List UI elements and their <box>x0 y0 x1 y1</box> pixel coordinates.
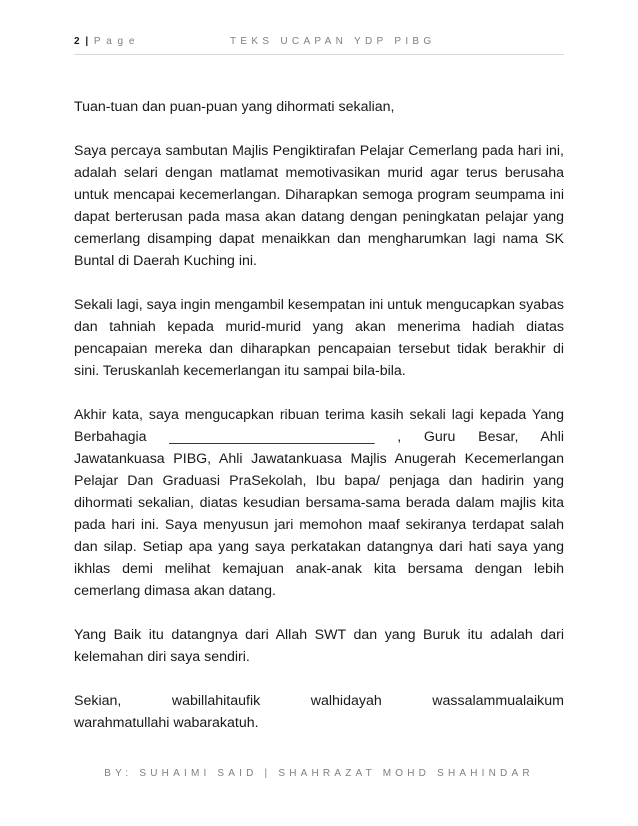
page-header <box>74 36 564 55</box>
paragraph-3: Akhir kata, saya mengucapkan ribuan terima kasih sekali lagi kepada Yang Berbahagia __________________________ , Guru Besar, Ahli Jawatankuasa PIBG, Ahli Jawatankuasa Majlis Anugerah Kecemerlangan Pelajar Dan Graduasi PraSekolah, Ibu bapa/ penjaga dan hadirin yang dihormati sekalian, diatas kesudian bersama-sama berada dalam majlis kita pada hari ini. Saya menyusun jari memohon maaf sekiranya terdapat salah dan silap. Setiap apa yang saya perkatakan datangnya dari hati saya yang ikhlas demi melihat kemajuan anak-anak kita bersama dengan lebih cemerlang dimasa akan datang. <box>74 407 564 599</box>
greeting: Tuan-tuan dan puan-puan yang dihormati sekalian, <box>74 99 395 115</box>
paragraph-4: Yang Baik itu datangnya dari Allah SWT dan yang Buruk itu adalah dari kelemahan diri saya sendiri. <box>74 627 564 665</box>
page-number-value: 2 <box>74 36 82 47</box>
page-number: 2 | P a g e <box>74 36 136 47</box>
closing-word: walhidayah <box>310 693 382 709</box>
closing-paragraph <box>74 690 564 734</box>
closing-line-1 <box>74 690 564 712</box>
paragraph-1: Saya percaya sambutan Majlis Pengiktirafan Pelajar Cemerlang pada hari ini, adalah selari dengan matlamat memotivasikan murid agar terus berusaha untuk mencapai kecemerlangan. Diharapkan semoga program seumpama ini dapat berterusan pada masa akan datang dengan peningkatan pelajar yang cemerlang disamping dapat menaikkan dan mengharumkan lagi nama SK Buntal di Daerah Kuching ini. <box>74 143 564 269</box>
document-title: TEKS UCAPAN YDP PIBG <box>230 36 436 47</box>
page-label: P a g e <box>93 36 136 47</box>
speech-body <box>74 96 564 734</box>
closing-word: Sekian, <box>74 693 122 709</box>
closing-word: wassalammualaikum <box>432 693 564 709</box>
paragraph-2: Sekali lagi, saya ingin mengambil kesempatan ini untuk mengucapkan syabas dan tahniah kepada murid-murid yang akan menerima hadiah diatas pencapaian mereka dan diharapkan pencapaian tersebut tidak berakhir di sini. Teruskanlah kecemerlangan itu sampai bila-bila. <box>74 297 564 379</box>
closing-line-2: warahmatullahi wabarakatuh. <box>74 715 259 731</box>
closing-word: wabillahitaufik <box>171 693 261 709</box>
page-footer: BY: SUHAIMI SAID | SHAHRAZAT MOHD SHAHINDAR <box>104 768 534 779</box>
